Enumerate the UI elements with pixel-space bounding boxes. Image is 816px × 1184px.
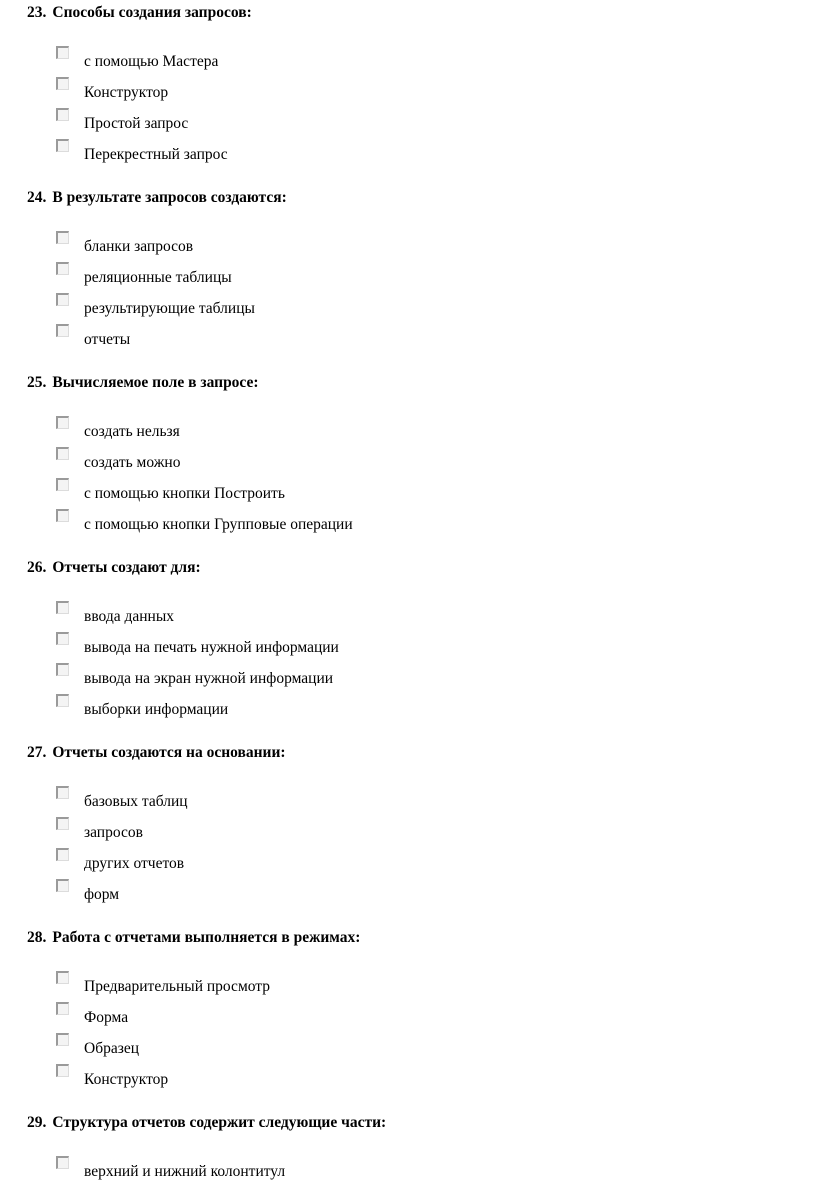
option-label: Конструктор: [84, 84, 169, 101]
option-label: Образец: [84, 1040, 140, 1057]
answer-option[interactable]: [0, 108, 700, 134]
checkbox[interactable]: [56, 108, 69, 121]
checkbox[interactable]: [56, 663, 69, 676]
checkbox[interactable]: [56, 1064, 69, 1077]
question-26: [0, 558, 816, 736]
answer-option[interactable]: [0, 509, 700, 535]
checkbox[interactable]: [56, 509, 69, 522]
answer-option[interactable]: [0, 848, 700, 874]
checkbox[interactable]: [56, 1002, 69, 1015]
question-number: 23.: [27, 4, 47, 21]
checkbox[interactable]: [56, 293, 69, 306]
checkbox[interactable]: [56, 632, 69, 645]
checkbox[interactable]: [56, 46, 69, 59]
answer-option[interactable]: [0, 1064, 700, 1090]
checkbox[interactable]: [56, 1033, 69, 1046]
answer-option[interactable]: [0, 601, 700, 627]
question-number: 29.: [27, 1114, 47, 1131]
option-label: других отчетов: [84, 855, 185, 872]
question-27: [0, 743, 816, 921]
question-number: 24.: [27, 189, 47, 206]
question-title: Способы создания запросов:: [52, 4, 252, 21]
checkbox[interactable]: [56, 447, 69, 460]
answer-option[interactable]: [0, 478, 700, 504]
answer-option[interactable]: [0, 46, 700, 72]
option-label: верхний и нижний колонтитул: [84, 1163, 286, 1180]
option-label: создать можно: [84, 454, 181, 471]
option-label: результирующие таблицы: [84, 300, 255, 317]
answer-option[interactable]: [0, 786, 700, 812]
answer-option[interactable]: [0, 416, 700, 442]
question-heading: [27, 1113, 386, 1133]
option-label: Конструктор: [84, 1071, 169, 1088]
checkbox[interactable]: [56, 324, 69, 337]
option-label: вывода на экран нужной информации: [84, 670, 334, 687]
answer-option[interactable]: [0, 663, 700, 689]
option-label: с помощью Мастера: [84, 53, 219, 70]
option-label: форм: [84, 886, 120, 903]
answer-option[interactable]: [0, 1033, 700, 1059]
checkbox[interactable]: [56, 416, 69, 429]
answer-option[interactable]: [0, 231, 700, 257]
answer-option[interactable]: [0, 817, 700, 843]
question-heading: [27, 558, 201, 578]
question-heading: [27, 3, 252, 23]
checkbox[interactable]: [56, 262, 69, 275]
answer-option[interactable]: [0, 1156, 700, 1182]
question-25: [0, 373, 816, 551]
option-label: выборки информации: [84, 701, 229, 718]
question-title: Отчеты создают для:: [52, 559, 201, 576]
option-label: реляционные таблицы: [84, 269, 232, 286]
option-label: базовых таблиц: [84, 793, 188, 810]
answer-option[interactable]: [0, 971, 700, 997]
checkbox[interactable]: [56, 601, 69, 614]
question-heading: [27, 743, 286, 763]
checkbox[interactable]: [56, 231, 69, 244]
question-heading: [27, 188, 287, 208]
answer-option[interactable]: [0, 632, 700, 658]
answer-option[interactable]: [0, 1002, 700, 1028]
question-title: В результате запросов создаются:: [52, 189, 287, 206]
option-label: Простой запрос: [84, 115, 189, 132]
question-title: Вычисляемое поле в запросе:: [52, 374, 259, 391]
answer-option[interactable]: [0, 77, 700, 103]
option-label: Перекрестный запрос: [84, 146, 228, 163]
checkbox[interactable]: [56, 139, 69, 152]
answer-option[interactable]: [0, 879, 700, 905]
question-number: 27.: [27, 744, 47, 761]
answer-option[interactable]: [0, 139, 700, 165]
checkbox[interactable]: [56, 971, 69, 984]
question-28: [0, 928, 816, 1106]
question-number: 26.: [27, 559, 47, 576]
answer-option[interactable]: [0, 324, 700, 350]
question-29: [0, 1113, 816, 1184]
checkbox[interactable]: [56, 77, 69, 90]
question-title: Работа с отчетами выполняется в режимах:: [52, 929, 361, 946]
checkbox[interactable]: [56, 848, 69, 861]
answer-option[interactable]: [0, 262, 700, 288]
option-label: создать нельзя: [84, 423, 180, 440]
checkbox[interactable]: [56, 694, 69, 707]
question-title: Структура отчетов содержит следующие части:: [52, 1114, 387, 1131]
question-24: [0, 188, 816, 366]
answer-option[interactable]: [0, 447, 700, 473]
question-number: 28.: [27, 929, 47, 946]
checkbox[interactable]: [56, 879, 69, 892]
answer-option[interactable]: [0, 694, 700, 720]
option-label: с помощью кнопки Групповые операции: [84, 516, 353, 533]
checkbox[interactable]: [56, 478, 69, 491]
question-heading: [27, 373, 259, 393]
option-label: вывода на печать нужной информации: [84, 639, 339, 656]
option-label: запросов: [84, 824, 143, 841]
checkbox[interactable]: [56, 1156, 69, 1169]
option-label: отчеты: [84, 331, 131, 348]
question-23: [0, 3, 816, 181]
question-title: Отчеты создаются на основании:: [52, 744, 286, 761]
checkbox[interactable]: [56, 817, 69, 830]
option-label: бланки запросов: [84, 238, 194, 255]
question-number: 25.: [27, 374, 47, 391]
option-label: с помощью кнопки Построить: [84, 485, 285, 502]
checkbox[interactable]: [56, 786, 69, 799]
option-label: Форма: [84, 1009, 129, 1026]
option-label: ввода данных: [84, 608, 174, 625]
question-heading: [27, 928, 360, 948]
option-label: Предварительный просмотр: [84, 978, 271, 995]
answer-option[interactable]: [0, 293, 700, 319]
